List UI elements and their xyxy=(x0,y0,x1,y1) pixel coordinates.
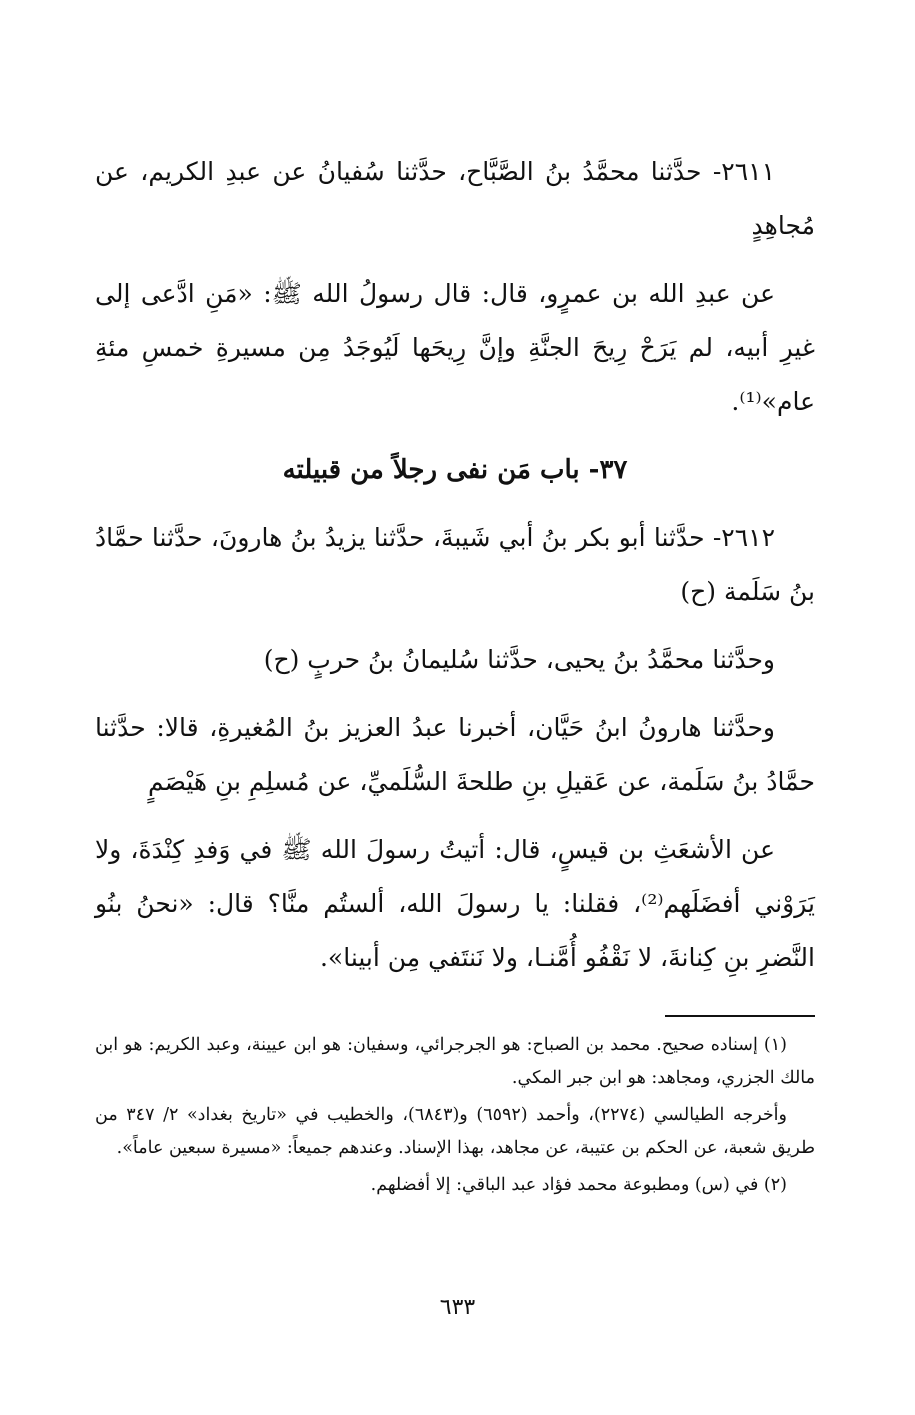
page-number: ٦٣٣ xyxy=(439,1295,476,1320)
hadith-2611-matn: عن عبدِ الله بن عمرٍو، قال: قال رسولُ الله ﷺ: «مَنِ ادَّعى إلى غيرِ أبيه، لم يَرَحْ رِيحَ الجنَّةِ وإنَّ رِيحَها لَيُوجَدُ مِن مسيرةِ خمسِ مئةِ عام»⁽¹⁾. xyxy=(95,279,815,416)
hadith-2611-isnad: ٢٦١١- حدَّثنا محمَّدُ بنُ الصَّبَّاح، حدَّثنا سُفيانُ عن عبدِ الكريم، عن مُجاهِدٍ xyxy=(95,157,815,240)
hadith-2612-isnad-3: وحدَّثنا هارونُ ابنُ حَيَّان، أخبرنا عبدُ العزيز بنُ المُغيرةِ، قالا: حدَّثنا حمَّادُ بنُ سَلَمة، عن عَقيلِ بنِ طلحةَ السُّلَميِّ، عن مُسلِمِ بنِ هَيْصَمٍ xyxy=(95,713,815,796)
footnote-1-part-1: (١) إسناده صحيح. محمد بن الصباح: هو الجرجرائي، وسفيان: هو ابن عيينة، وعبد الكريم: هو ابن مالك الجزري، ومجاهد: هو ابن جبر المكي. xyxy=(95,1035,815,1088)
hadith-2612-matn: عن الأشعَثِ بن قيسٍ، قال: أتيتُ رسولَ الله ﷺ في وَفدِ كِنْدَةَ، ولا يَرَوْني أفضَلَهم⁽²⁾، فقلنا: يا رسولَ الله، ألستُم منَّا؟ قال: «نحنُ بنُو النَّضرِ بنِ كِنانةَ، لا نَقْفُو أُمَّنـا، ولا نَنتَفي مِن أبينا». xyxy=(95,835,815,972)
chapter-heading: ٣٧- باب مَن نفى رجلاً من قبيلته xyxy=(282,455,628,485)
hadith-2612-isnad-1: ٢٦١٢- حدَّثنا أبو بكر بنُ أبي شَيبةَ، حدَّثنا يزيدُ بنُ هارونَ، حدَّثنا حمَّادُ بنُ سَلَمة (ح) xyxy=(95,523,815,606)
footnote-1-part-2: وأخرجه الطيالسي (٢٢٧٤)، وأحمد (٦٥٩٢) و(٦٨٤٣)، والخطيب في «تاريخ بغداد» ٢/ ٣٤٧ من طريق شعبة، عن الحكم بن عتيبة، عن مجاهد، بهذا الإسناد. وعندهم جميعاً: «مسيرة سبعين عاماً». xyxy=(95,1105,815,1158)
page-body xyxy=(95,145,815,1206)
footnote-divider xyxy=(665,1015,815,1017)
footnote-2: (٢) في (س) ومطبوعة محمد فؤاد عبد الباقي: إلا أفضلهم. xyxy=(370,1175,787,1195)
hadith-2612-isnad-2: وحدَّثنا محمَّدُ بنُ يحيى، حدَّثنا سُليمانُ بنُ حربٍ (ح) xyxy=(263,645,775,674)
